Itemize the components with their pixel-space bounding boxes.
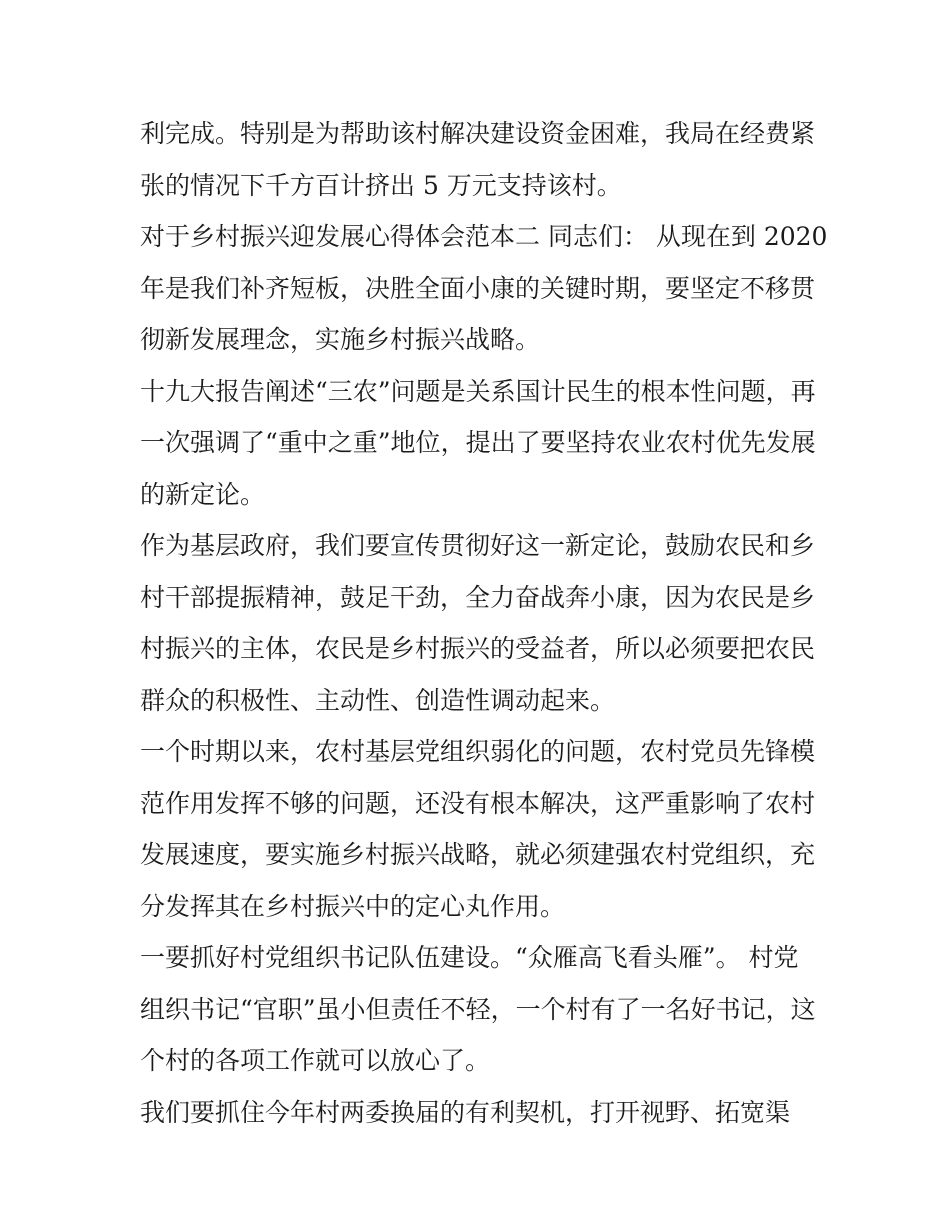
text-line: 我们要抓住今年村两委换届的有利契机，打开视野、拓宽渠: [140, 1097, 791, 1127]
text-line: 年是我们补齐短板，决胜全面小康的关键时期，要坚定不移贯: [140, 273, 816, 303]
text-line: 分发挥其在乡村振兴中的定心丸作用。: [140, 891, 566, 921]
text-line: 一个时期以来，农村基层党组织弱化的问题，农村党员先锋模: [140, 737, 816, 766]
text-line: 群众的积极性、主动性、创造性调动起来。: [140, 685, 616, 715]
text-line: 的新定论。: [140, 479, 266, 509]
text-line: 村干部提振精神，鼓足干劲，全力奋战奔小康，因为农民是乡: [140, 582, 816, 612]
text-line: 对于乡村振兴迎发展心得体会范本二 同志们： 从现在到 2020: [140, 222, 828, 251]
text-line: 个村的各项工作就可以放心了。: [140, 1046, 491, 1075]
text-line: 十九大报告阐述“三农”问题是关系国计民生的根本性问题，再: [140, 376, 816, 406]
text-line: 发展速度，要实施乡村振兴战略，就必须建强农村党组织，充: [140, 840, 816, 869]
text-line: 彻新发展理念，实施乡村振兴战略。: [140, 325, 541, 354]
text-line: 利完成。特别是为帮助该村解决建设资金困难，我局在经费紧: [140, 119, 816, 148]
text-line: 作为基层政府，我们要宣传贯彻好这一新定论，鼓励农民和乡: [140, 531, 816, 560]
text-line: 组织书记“官职”虽小但责任不轻，一个村有了一名好书记，这: [140, 994, 816, 1024]
text-line: 一次强调了“重中之重”地位，提出了要坚持农业农村优先发展: [140, 428, 816, 457]
text-line: 范作用发挥不够的问题，还没有根本解决，这严重影响了农村: [140, 788, 816, 818]
text-line: 村振兴的主体，农民是乡村振兴的受益者，所以必须要把农民: [140, 634, 816, 663]
text-line: 张的情况下千方百计挤出 5 万元支持该村。: [140, 170, 622, 200]
text-line: 一要抓好村党组织书记队伍建设。“众雁高飞看头雁”。 村党: [140, 943, 799, 972]
body-text: [140, 108, 828, 1138]
